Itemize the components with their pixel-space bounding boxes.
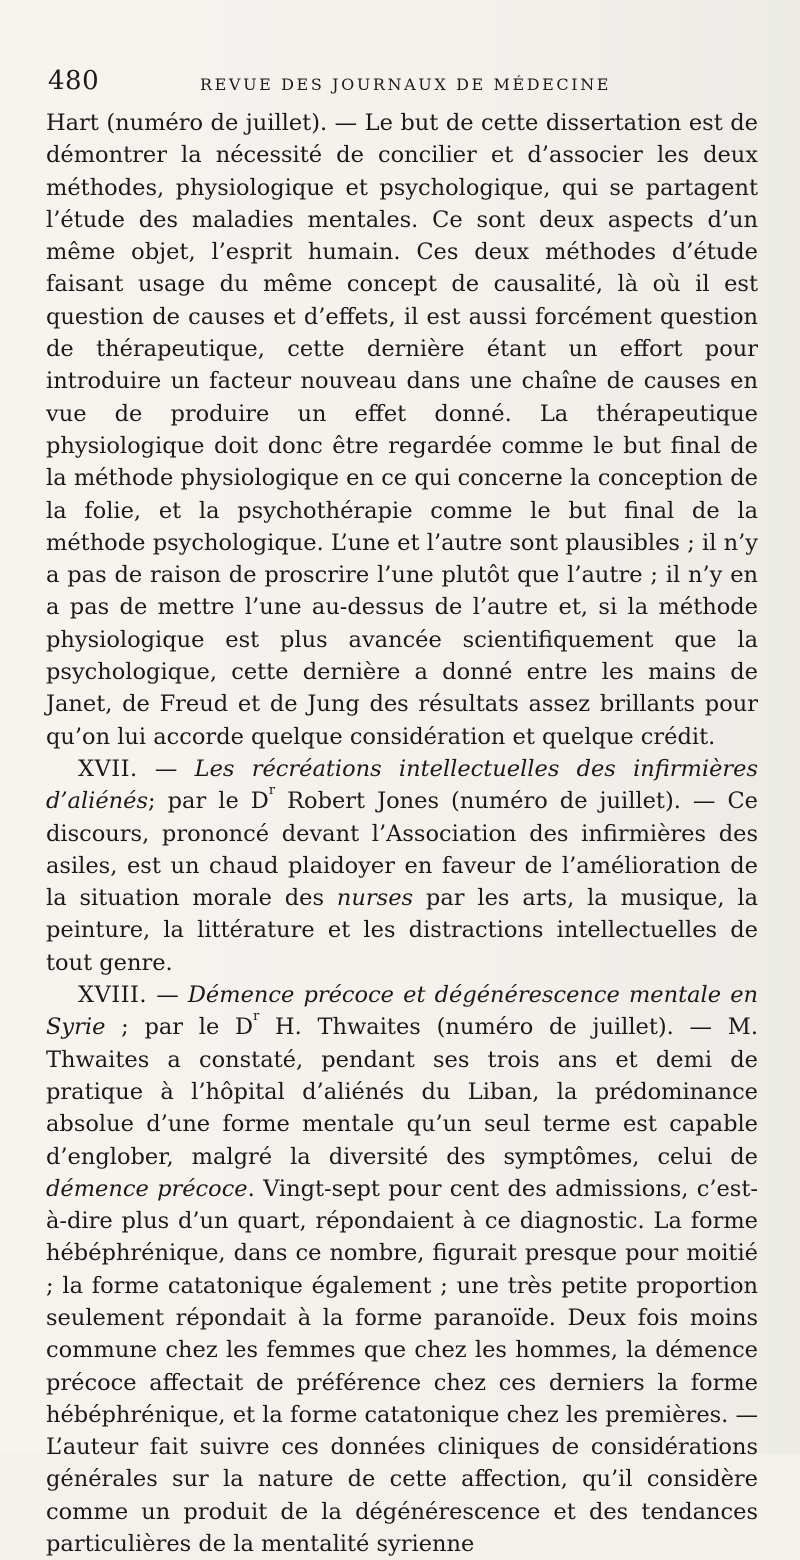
body-text	[46, 107, 758, 1560]
section-xvii-title: Les récréations intellectuelles des infirmières d’aliénés	[46, 755, 759, 815]
running-title: REVUE DES JOURNAUX DE MÉDECINE	[200, 75, 612, 94]
section-xvii-number: XVII.	[78, 755, 138, 782]
section-xvii-dash: —	[137, 755, 195, 782]
section-xviii-body-start: H. Thwaites (numéro de juillet). — M. Thwaites a constaté, pendant ses trois ans et demi de pratique à l’hôpital d’aliénés du Liban, la prédominance absolue d’une forme mentale qu’un seul terme est capable d’englober, malgré la diversité des symptômes, celui de	[46, 1014, 758, 1170]
section-xviii-body-end: . Vingt-sept pour cent des admissions, c’est-à-dire plus d’un quart, répondaient à ce diagnostic. La forme hébéphrénique, dans ce nombre, figurait presque pour moitié ; la forme catatonique également ; une très petite proportion seulement répondait à la forme paranoïde. Deux fois moins commune chez les femmes que chez les hommes, la démence précoce affectait de préférence chez ces derniers la forme hébéphrénique, et la forme catatonique chez les premières. — L’auteur fait suivre ces données cliniques de considérations générales sur la nature de cette affection, qu’il considère comme un produit de la dégénérescence et des tendances particulières de la mentalité syrienne	[46, 1175, 758, 1558]
section-xvii-body-end: par les arts, la musique, la peinture, la littérature et les distractions intellectuelles de tout genre.	[46, 885, 758, 976]
section-xviii	[46, 979, 758, 1560]
section-xviii-italic-term: démence précoce	[46, 1175, 248, 1202]
page-number: 480	[48, 66, 100, 96]
page-header	[48, 66, 758, 106]
section-xvii-author-prefix: ; par le D	[148, 788, 269, 815]
paragraph-1-text: Hart (numéro de juillet). — Le but de cette dissertation est de démontrer la nécessité de concilier et d’associer les deux méthodes, physiologique et psychologique, qui se partagent l’étude des maladies mentales. Ce sont deux aspects d’un même objet, l’esprit humain. Ces deux méthodes d’étude faisant usage du même concept de causalité, là où il est question de causes et d’effets, il est aussi forcément question de thérapeutique, cette dernière étant un effort pour introduire un facteur nouveau dans une chaîne de causes en vue de produire un effet donné. La thérapeutique physiologique doit donc être regardée comme le but final de la méthode physiologique en ce qui concerne la conception de la folie, et la psychothérapie comme le but final de la méthode psychologique. L’une et l’autre sont plausibles ; il n’y a pas de raison de proscrire l’une plutôt que l’autre ; il n’y en a pas de mettre l’une au-dessus de l’autre et, si la méthode physiologique est plus avancée scientifiquement que la psychologique, cette dernière a donné entre les mains de Janet, de Freud et de Jung des résultats assez brillants pour qu’on lui accorde quelque considération et quelque crédit.	[46, 110, 758, 750]
section-xvii-italic-word: nurses	[336, 885, 414, 912]
section-xviii-author-prefix: ; par le D	[105, 1014, 254, 1041]
section-xvii-author-rest: Robert Jones (numéro de juillet). — Ce discours, prononcé devant l’Association des infirmières des asiles, est un chaud plaidoyer en faveur de l’amélioration de la situation morale des	[46, 788, 758, 912]
section-xviii-author-sup: r	[253, 1009, 260, 1025]
paragraph-continued	[46, 107, 758, 753]
section-xvii	[46, 753, 758, 979]
section-xviii-number: XVIII.	[78, 982, 148, 1009]
section-xviii-dash: —	[147, 982, 188, 1009]
section-xviii-title: Démence précoce et dégénérescence mentale en Syrie	[46, 982, 759, 1041]
section-xvii-author-sup: r	[268, 783, 276, 799]
